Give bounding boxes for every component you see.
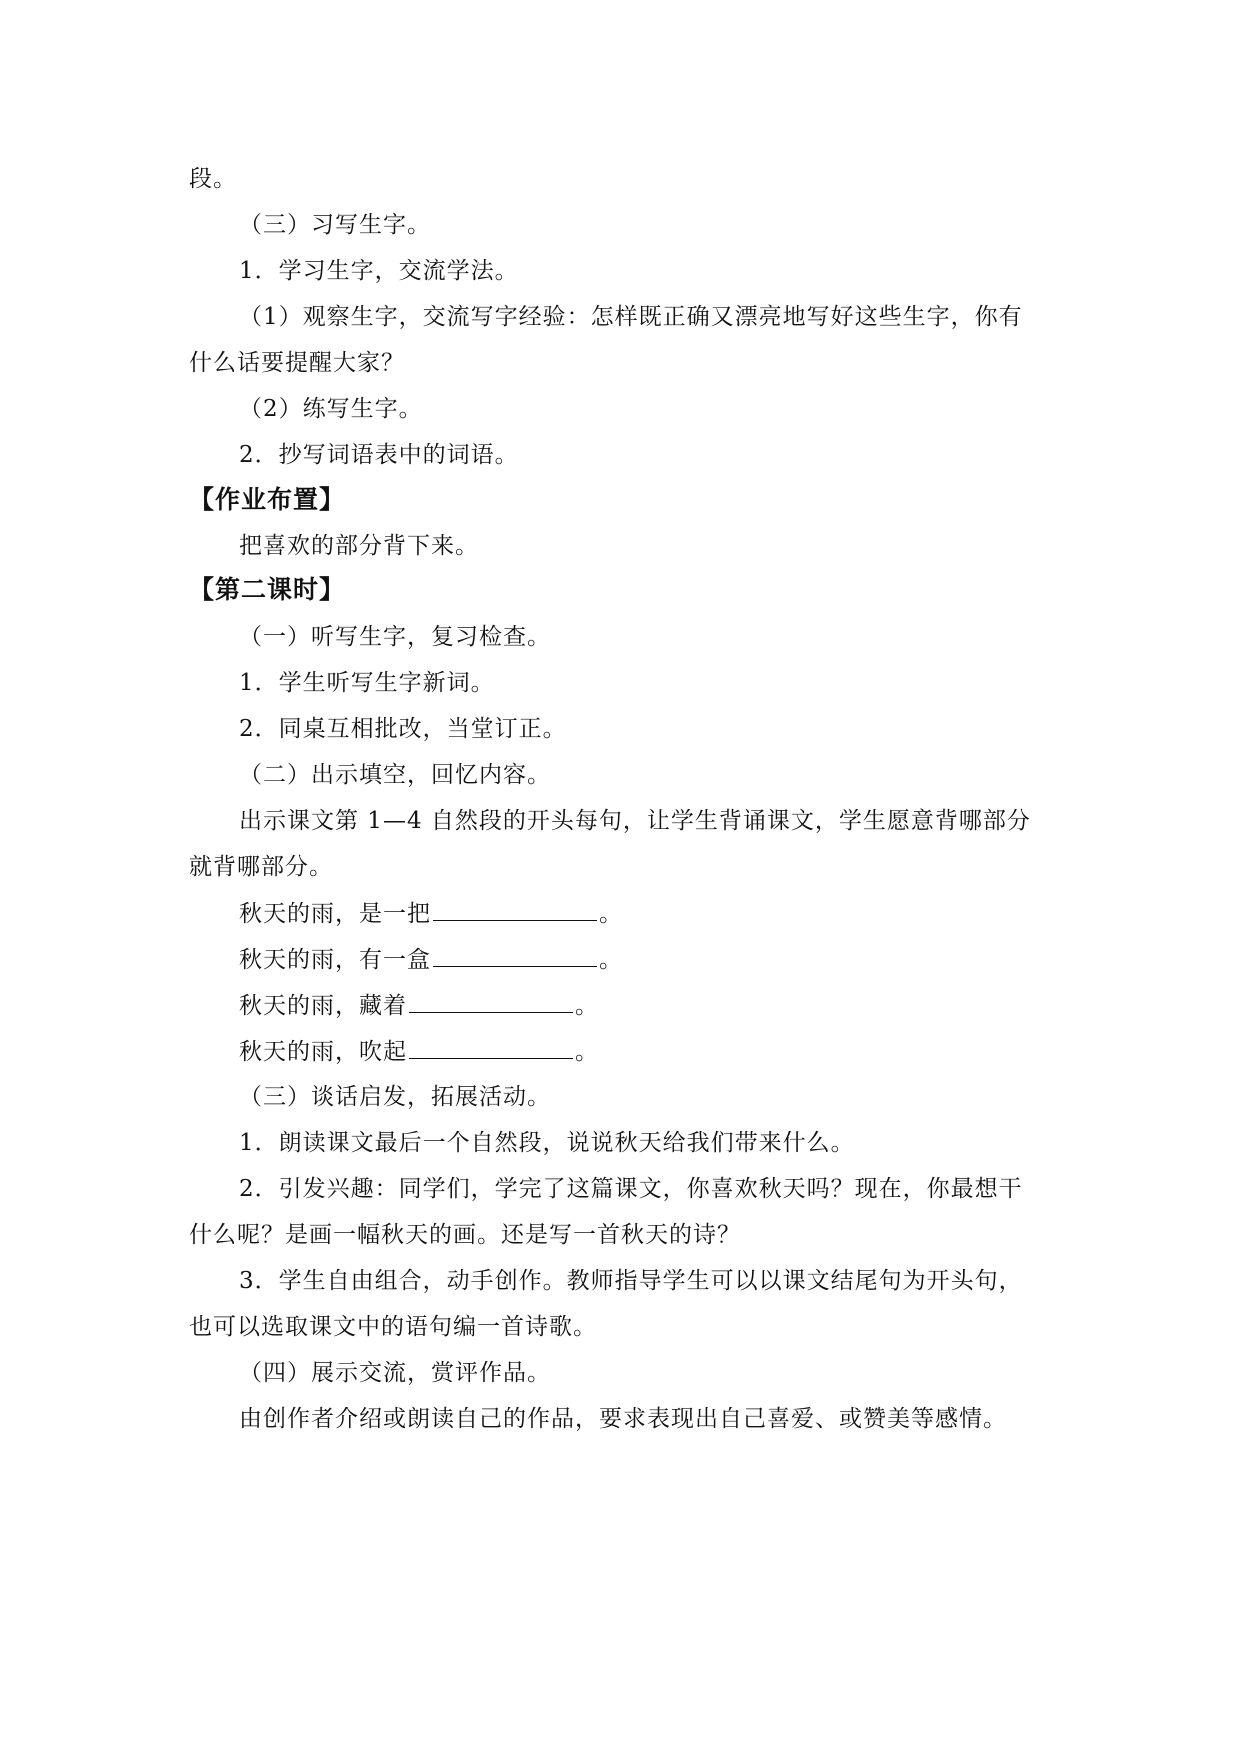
text-line: 1．朗读课文最后一个自然段，说说秋天给我们带来什么。 — [239, 1130, 855, 1156]
text-line: 由创作者介绍或朗读自己的作品，要求表现出自己喜爱、或赞美等感情。 — [239, 1406, 1007, 1432]
text-line: 2．引发兴趣：同学们，学完了这篇课文，你喜欢秋天吗？现在，你最想干 — [239, 1176, 1023, 1202]
section-heading: （二）出示填空，回忆内容。 — [239, 762, 551, 788]
text-line: 1．学习生字，交流学法。 — [239, 258, 519, 284]
section-heading: （一）听写生字，复习检查。 — [239, 624, 551, 650]
blank-line — [433, 898, 597, 921]
blank-line — [409, 1036, 573, 1059]
text-line: 3．学生自由组合，动手创作。教师指导学生可以以课文结尾句为开头句， — [239, 1268, 1023, 1294]
fill-blank-line — [239, 898, 623, 929]
text-line: 什么话要提醒大家？ — [189, 350, 405, 376]
fill-blank-end: 。 — [599, 901, 623, 927]
section-heading: （四）展示交流，赏评作品。 — [239, 1360, 551, 1386]
text-line: 2．同桌互相批改，当堂订正。 — [239, 716, 567, 742]
fill-blank-line — [239, 990, 599, 1021]
fill-blank-prompt: 秋天的雨，是一把 — [239, 901, 431, 927]
homework-heading: 【作业布置】 — [189, 485, 346, 514]
text-line: 把喜欢的部分背下来。 — [239, 533, 479, 559]
fill-blank-end: 。 — [575, 1039, 599, 1065]
fill-blank-line — [239, 944, 623, 975]
text-line: 什么呢？是画一幅秋天的画。还是写一首秋天的诗？ — [189, 1222, 741, 1248]
fill-blank-end: 。 — [599, 947, 623, 973]
text-line: 也可以选取课文中的语句编一首诗歌。 — [189, 1314, 597, 1340]
text-line: （1）观察生字，交流写字经验：怎样既正确又漂亮地写好这些生字，你有 — [239, 304, 1023, 330]
fill-blank-line — [239, 1036, 599, 1067]
fill-blank-prompt: 秋天的雨，吹起 — [239, 1039, 407, 1065]
section-heading: （三）习写生字。 — [239, 212, 431, 238]
blank-line — [409, 990, 573, 1013]
fill-blank-prompt: 秋天的雨，藏着 — [239, 993, 407, 1019]
blank-line — [433, 944, 597, 967]
fill-blank-prompt: 秋天的雨，有一盒 — [239, 947, 431, 973]
second-lesson-heading: 【第二课时】 — [189, 575, 346, 604]
text-line: 2．抄写词语表中的词语。 — [239, 442, 519, 468]
text-line: 出示课文第 1—4 自然段的开头每句，让学生背诵课文，学生愿意背哪部分 — [239, 808, 1031, 834]
fill-blank-end: 。 — [575, 993, 599, 1019]
text-line: 1．学生听写生字新词。 — [239, 670, 495, 696]
section-heading: （三）谈话启发，拓展活动。 — [239, 1084, 551, 1110]
text-line: （2）练写生字。 — [239, 396, 423, 422]
text-line: 就背哪部分。 — [189, 854, 333, 880]
text-line: 段。 — [189, 166, 237, 192]
